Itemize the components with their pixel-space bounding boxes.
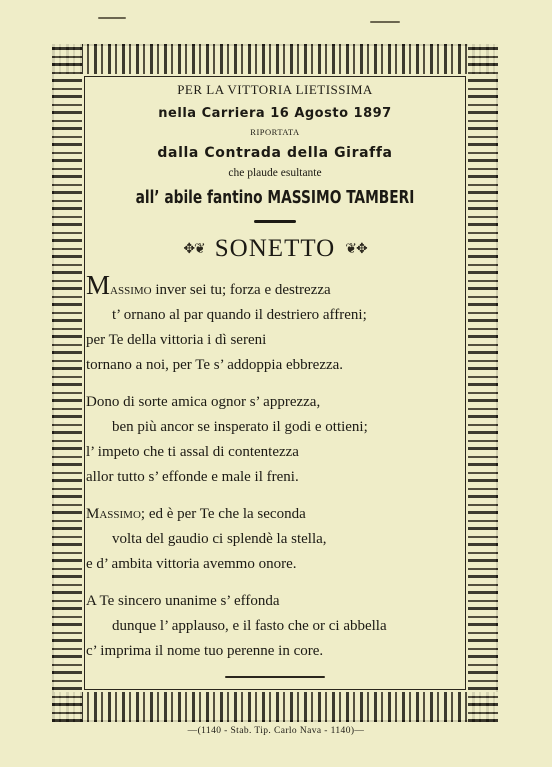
dedication-line-5: che plaude esultante xyxy=(228,167,322,179)
flourish-left-icon: ✥❦ xyxy=(183,241,205,257)
dedication-line-6: all’ abile fantino MASSIMO TAMBERI xyxy=(135,187,415,208)
border-band-top xyxy=(52,44,498,74)
dedication-line-4: dalla Contrada della Giraffa xyxy=(157,145,393,161)
border-band-bottom xyxy=(52,692,498,722)
flourish-right-icon: ❦✥ xyxy=(345,241,367,257)
verse-line xyxy=(86,270,464,303)
verse-line: c’ imprima il nome tuo perenne in core. xyxy=(86,643,324,659)
closing-rule xyxy=(225,676,325,678)
verse-line: A Te sincero unanime s’ effonda xyxy=(86,593,280,609)
dedication-line-3: RIPORTATA xyxy=(250,127,300,137)
stanza-2 xyxy=(86,390,464,490)
verse-smallcaps: Massimo xyxy=(86,506,141,522)
divider-rule xyxy=(254,220,296,223)
verse-smallcaps: assimo xyxy=(110,282,152,298)
stanza-3 xyxy=(86,502,464,577)
verse-line: volta del gaudio ci splendè la stella, xyxy=(112,531,327,547)
border-band-right xyxy=(468,44,498,722)
dedication-line-1: PER LA VITTORIA LIETISSIMA xyxy=(177,82,373,97)
printer-imprint: —(1140 - Stab. Tip. Carlo Nava - 1140)— xyxy=(187,726,365,736)
border-band-left xyxy=(52,44,82,722)
poem-title: SONETTO xyxy=(214,235,336,262)
stanza-1 xyxy=(86,270,464,378)
verse-line: per Te della vittoria i dì sereni xyxy=(86,332,267,348)
broadside-content xyxy=(86,80,464,678)
verse-line: allor tutto s’ effonde e male il freni. xyxy=(86,469,299,485)
stanza-4 xyxy=(86,589,464,664)
verse-line: dunque l’ applauso, e il fasto che or ci abbella xyxy=(112,618,387,634)
verse-text: inver sei tu; forza e destrezza xyxy=(151,282,331,298)
drop-cap: M xyxy=(86,270,111,300)
verse-line: tornano a noi, per Te s’ addoppia ebbrezza. xyxy=(86,357,344,373)
verse-line: ben più ancor se insperato il godi e ottieni; xyxy=(112,419,368,435)
verse-line xyxy=(86,502,464,527)
verse-text: ; ed è per Te che la seconda xyxy=(140,506,306,522)
print-speck xyxy=(98,17,126,19)
verse-line: Dono di sorte amica ognor s’ apprezza, xyxy=(86,394,321,410)
poem-title-row xyxy=(86,235,464,263)
print-speck xyxy=(370,21,400,23)
verse-line: e d’ ambita vittoria avemmo onore. xyxy=(86,556,297,572)
dedication-line-2: nella Carriera 16 Agosto 1897 xyxy=(158,106,392,121)
verse-line: l’ impeto che ti assal di contentezza xyxy=(86,444,299,460)
verse-line: t’ ornano al par quando il destriero affreni; xyxy=(112,307,367,323)
